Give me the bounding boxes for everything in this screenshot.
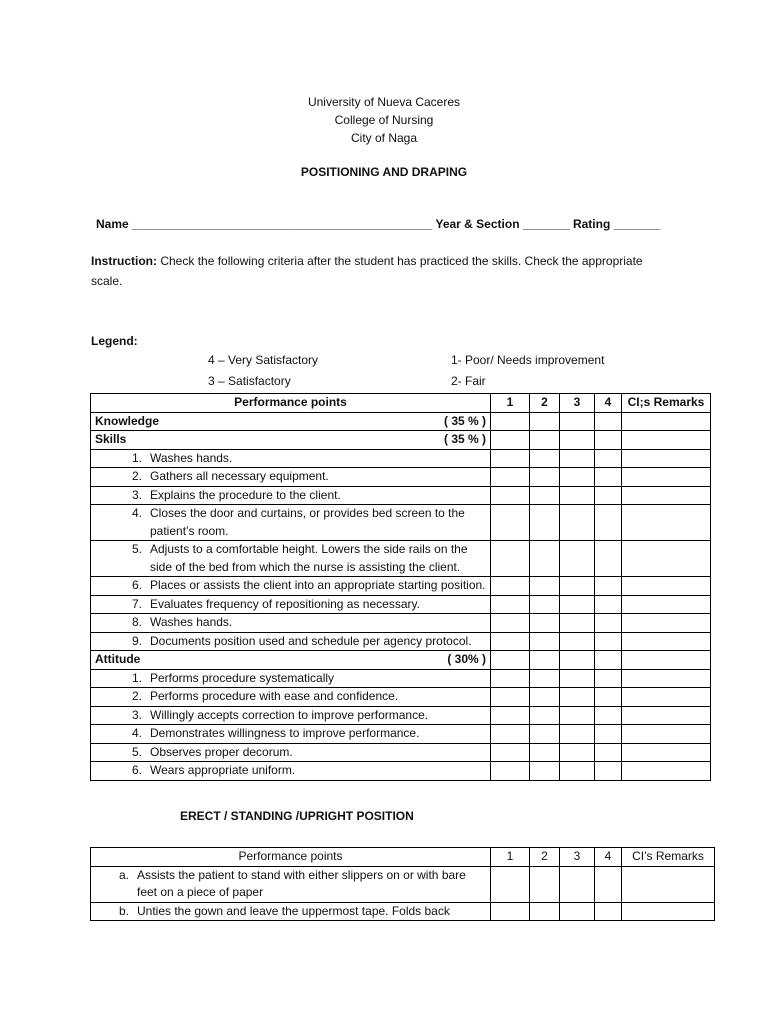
score-cell[interactable] bbox=[595, 541, 622, 577]
item-text: Performs procedure systematically bbox=[150, 670, 335, 685]
table-row bbox=[91, 725, 711, 744]
table-row bbox=[91, 669, 711, 688]
score-cell[interactable] bbox=[560, 669, 595, 688]
criteria-item bbox=[95, 577, 486, 595]
score-cell[interactable] bbox=[560, 486, 595, 505]
criteria-item bbox=[95, 762, 486, 780]
remarks-cell[interactable] bbox=[622, 595, 711, 614]
score-cell[interactable] bbox=[560, 577, 595, 596]
score-cell[interactable] bbox=[491, 762, 530, 781]
table-row bbox=[91, 614, 711, 633]
score-cell[interactable] bbox=[560, 866, 595, 902]
score-cell[interactable] bbox=[530, 595, 560, 614]
table-row bbox=[91, 651, 711, 670]
table-header-row bbox=[91, 848, 715, 867]
header-scale-3: 3 bbox=[560, 394, 595, 413]
remarks-cell[interactable] bbox=[622, 431, 711, 450]
item-number: 2. bbox=[131, 469, 142, 483]
criteria-item bbox=[95, 744, 486, 762]
header-remarks: CI;s Remarks bbox=[622, 394, 711, 413]
item-text: Washes hands. bbox=[150, 450, 233, 465]
criteria-item bbox=[95, 541, 486, 576]
score-cell[interactable] bbox=[491, 595, 530, 614]
criteria-item bbox=[95, 468, 486, 486]
item-text: Adjusts to a comfortable height. Lowers the side rails on the side of the bed from which the nurse is assisting the client. bbox=[150, 542, 468, 574]
score-cell[interactable] bbox=[595, 412, 622, 431]
score-cell[interactable] bbox=[491, 866, 530, 902]
name-blank[interactable]: _____________________________________________ bbox=[132, 217, 433, 231]
score-cell[interactable] bbox=[595, 866, 622, 902]
remarks-cell[interactable] bbox=[622, 706, 711, 725]
city-name: City of Naga bbox=[350, 131, 418, 145]
header-scale-2: 2 bbox=[530, 848, 560, 867]
score-cell[interactable] bbox=[491, 651, 530, 670]
score-cell[interactable] bbox=[530, 669, 560, 688]
item-text: Demonstrates willingness to improve performance. bbox=[150, 726, 420, 740]
score-cell[interactable] bbox=[491, 449, 530, 468]
item-number: 3. bbox=[131, 487, 142, 502]
table-row bbox=[91, 577, 711, 596]
item-number: 7. bbox=[131, 596, 142, 611]
criteria-item bbox=[95, 707, 486, 725]
score-cell[interactable] bbox=[560, 595, 595, 614]
header-scale-2: 2 bbox=[530, 394, 560, 413]
criteria-item bbox=[95, 505, 486, 540]
item-text: Assists the patient to stand with either slippers on or with bare feet on a piece of paper bbox=[137, 867, 466, 899]
table-row bbox=[91, 486, 711, 505]
item-number: 2. bbox=[131, 689, 142, 703]
remarks-cell[interactable] bbox=[622, 743, 711, 762]
score-cell[interactable] bbox=[491, 902, 530, 921]
score-cell[interactable] bbox=[530, 706, 560, 725]
college-name: College of Nursing bbox=[334, 113, 434, 127]
item-text: Gathers all necessary equipment. bbox=[150, 469, 329, 483]
score-cell[interactable] bbox=[560, 431, 595, 450]
score-cell[interactable] bbox=[530, 651, 560, 670]
erect-items bbox=[91, 866, 715, 921]
item-number: 8. bbox=[131, 615, 142, 629]
score-cell[interactable] bbox=[595, 468, 622, 487]
remarks-cell[interactable] bbox=[622, 577, 711, 596]
score-cell[interactable] bbox=[560, 902, 595, 921]
attitude-section-label: Attitude ( 30% ) bbox=[95, 652, 486, 666]
score-cell[interactable] bbox=[530, 486, 560, 505]
item-text: Explains the procedure to the client. bbox=[150, 487, 341, 502]
document-title: POSITIONING AND DRAPING bbox=[300, 165, 468, 179]
criteria-item bbox=[95, 903, 486, 921]
score-cell[interactable] bbox=[560, 762, 595, 781]
remarks-cell[interactable] bbox=[622, 449, 711, 468]
table-row bbox=[91, 449, 711, 468]
rating-blank[interactable]: _______ bbox=[613, 217, 661, 231]
header-scale-4: 4 bbox=[595, 848, 622, 867]
skills-items bbox=[91, 449, 711, 651]
legend-item-3: 3 – Satisfactory bbox=[208, 374, 291, 388]
erect-position-table bbox=[90, 847, 715, 921]
criteria-item bbox=[95, 614, 486, 632]
table-row bbox=[91, 762, 711, 781]
header-scale-1: 1 bbox=[491, 394, 530, 413]
remarks-cell[interactable] bbox=[622, 866, 715, 902]
remarks-cell[interactable] bbox=[622, 614, 711, 633]
score-cell[interactable] bbox=[491, 431, 530, 450]
criteria-item bbox=[95, 867, 486, 902]
score-cell[interactable] bbox=[530, 431, 560, 450]
item-text: Performs procedure with ease and confidence. bbox=[150, 689, 399, 703]
remarks-cell[interactable] bbox=[622, 468, 711, 487]
score-cell[interactable] bbox=[595, 505, 622, 541]
item-text: Closes the door and curtains, or provides bed screen to the patient’s room. bbox=[150, 506, 465, 538]
score-cell[interactable] bbox=[560, 468, 595, 487]
score-cell[interactable] bbox=[530, 762, 560, 781]
remarks-cell[interactable] bbox=[622, 762, 711, 781]
instruction-text: Check the following criteria after the student has practiced the skills. Check the appropriate bbox=[160, 254, 643, 268]
score-cell[interactable] bbox=[595, 706, 622, 725]
score-cell[interactable] bbox=[595, 902, 622, 921]
score-cell[interactable] bbox=[560, 614, 595, 633]
item-number: 5. bbox=[131, 744, 142, 759]
score-cell[interactable] bbox=[530, 902, 560, 921]
table-header-row bbox=[91, 394, 711, 413]
score-cell[interactable] bbox=[491, 505, 530, 541]
evaluation-table bbox=[90, 393, 711, 781]
header-scale-3: 3 bbox=[560, 848, 595, 867]
table-row bbox=[91, 412, 711, 431]
score-cell[interactable] bbox=[560, 725, 595, 744]
item-text: Documents position used and schedule per agency protocol. bbox=[150, 633, 472, 648]
score-cell[interactable] bbox=[530, 577, 560, 596]
remarks-cell[interactable] bbox=[622, 412, 711, 431]
score-cell[interactable] bbox=[560, 688, 595, 707]
score-cell[interactable] bbox=[491, 669, 530, 688]
item-text: Observes proper decorum. bbox=[150, 744, 293, 759]
criteria-item bbox=[95, 670, 486, 688]
item-text: Wears appropriate uniform. bbox=[150, 763, 296, 777]
remarks-cell[interactable] bbox=[622, 505, 711, 541]
criteria-item bbox=[95, 450, 486, 468]
item-number: 9. bbox=[131, 633, 142, 648]
score-cell[interactable] bbox=[595, 595, 622, 614]
score-cell[interactable] bbox=[530, 505, 560, 541]
table-row bbox=[91, 688, 711, 707]
legend-item-2: 2- Fair bbox=[451, 374, 486, 388]
score-cell[interactable] bbox=[560, 632, 595, 651]
instruction-line2: scale. bbox=[91, 274, 123, 288]
score-cell[interactable] bbox=[595, 577, 622, 596]
score-cell[interactable] bbox=[491, 577, 530, 596]
remarks-cell[interactable] bbox=[622, 651, 711, 670]
criteria-item bbox=[95, 487, 486, 505]
remarks-cell[interactable] bbox=[622, 541, 711, 577]
remarks-cell[interactable] bbox=[622, 486, 711, 505]
score-cell[interactable] bbox=[595, 632, 622, 651]
table-row bbox=[91, 541, 711, 577]
score-cell[interactable] bbox=[595, 486, 622, 505]
score-cell[interactable] bbox=[491, 743, 530, 762]
criteria-item bbox=[95, 633, 486, 651]
table-row bbox=[91, 505, 711, 541]
item-text: Places or assists the client into an appropriate starting position. bbox=[150, 578, 486, 592]
section-title-erect-position: ERECT / STANDING /UPRIGHT POSITION bbox=[180, 809, 414, 823]
header-scale-1: 1 bbox=[491, 848, 530, 867]
item-number: b. bbox=[119, 903, 130, 918]
item-number: 6. bbox=[131, 763, 142, 777]
remarks-cell[interactable] bbox=[622, 688, 711, 707]
score-cell[interactable] bbox=[560, 706, 595, 725]
name-field-row bbox=[96, 217, 660, 231]
score-cell[interactable] bbox=[595, 725, 622, 744]
item-number: 5. bbox=[131, 542, 142, 556]
score-cell[interactable] bbox=[491, 688, 530, 707]
skills-section-label: Skills ( 35 % ) bbox=[95, 432, 486, 446]
table-row bbox=[91, 706, 711, 725]
item-number: a. bbox=[119, 867, 130, 882]
item-number: 4. bbox=[131, 726, 142, 740]
table-row bbox=[91, 595, 711, 614]
item-number: 4. bbox=[131, 506, 142, 520]
remarks-cell[interactable] bbox=[622, 902, 715, 921]
score-cell[interactable] bbox=[491, 614, 530, 633]
table-row bbox=[91, 866, 715, 902]
name-label: Name bbox=[96, 217, 129, 231]
score-cell[interactable] bbox=[595, 688, 622, 707]
table-row bbox=[91, 632, 711, 651]
score-cell[interactable] bbox=[530, 541, 560, 577]
criteria-item bbox=[95, 688, 486, 706]
score-cell[interactable] bbox=[560, 412, 595, 431]
item-text: Evaluates frequency of repositioning as necessary. bbox=[150, 596, 420, 611]
score-cell[interactable] bbox=[595, 651, 622, 670]
header-performance-points: Performance points bbox=[91, 848, 491, 867]
legend-item-4: 4 – Very Satisfactory bbox=[208, 353, 319, 367]
item-number: 6. bbox=[131, 578, 142, 592]
item-number: 1. bbox=[131, 450, 142, 465]
criteria-item bbox=[95, 725, 486, 743]
university-name: University of Nueva Caceres bbox=[307, 95, 461, 109]
remarks-cell[interactable] bbox=[622, 669, 711, 688]
score-cell[interactable] bbox=[530, 866, 560, 902]
score-cell[interactable] bbox=[530, 632, 560, 651]
item-number: 1. bbox=[131, 670, 142, 685]
knowledge-section-label: Knowledge ( 35 % ) bbox=[95, 413, 486, 428]
table-row bbox=[91, 468, 711, 487]
item-text: Willingly accepts correction to improve performance. bbox=[150, 707, 429, 722]
score-cell[interactable] bbox=[595, 669, 622, 688]
score-cell[interactable] bbox=[560, 651, 595, 670]
score-cell[interactable] bbox=[595, 431, 622, 450]
score-cell[interactable] bbox=[491, 468, 530, 487]
score-cell[interactable] bbox=[491, 725, 530, 744]
score-cell[interactable] bbox=[491, 412, 530, 431]
score-cell[interactable] bbox=[595, 449, 622, 468]
item-text: Washes hands. bbox=[150, 615, 233, 629]
item-text: Unties the gown and leave the uppermost tape. Folds back bbox=[137, 903, 450, 918]
attitude-items bbox=[91, 669, 711, 780]
instruction-label: Instruction: bbox=[91, 254, 157, 268]
score-cell[interactable] bbox=[491, 706, 530, 725]
score-cell[interactable] bbox=[491, 486, 530, 505]
remarks-cell[interactable] bbox=[622, 725, 711, 744]
score-cell[interactable] bbox=[595, 743, 622, 762]
criteria-item bbox=[95, 596, 486, 614]
score-cell[interactable] bbox=[530, 614, 560, 633]
legend-title: Legend: bbox=[91, 334, 138, 348]
table-row bbox=[91, 431, 711, 450]
score-cell[interactable] bbox=[530, 725, 560, 744]
score-cell[interactable] bbox=[530, 449, 560, 468]
score-cell[interactable] bbox=[491, 632, 530, 651]
score-cell[interactable] bbox=[491, 541, 530, 577]
year-section-label: Year & Section bbox=[435, 217, 520, 231]
score-cell[interactable] bbox=[560, 505, 595, 541]
rating-label: Rating bbox=[572, 217, 611, 231]
score-cell[interactable] bbox=[530, 468, 560, 487]
header-remarks: CI’s Remarks bbox=[622, 848, 715, 867]
score-cell[interactable] bbox=[530, 412, 560, 431]
score-cell[interactable] bbox=[595, 614, 622, 633]
legend-item-1: 1- Poor/ Needs improvement bbox=[451, 353, 605, 367]
score-cell[interactable] bbox=[595, 762, 622, 781]
score-cell[interactable] bbox=[560, 541, 595, 577]
score-cell[interactable] bbox=[530, 688, 560, 707]
header-performance-points: Performance points bbox=[91, 394, 491, 413]
year-section-blank[interactable]: _______ bbox=[522, 217, 570, 231]
table-row bbox=[91, 743, 711, 762]
score-cell[interactable] bbox=[530, 743, 560, 762]
header-scale-4: 4 bbox=[595, 394, 622, 413]
score-cell[interactable] bbox=[560, 449, 595, 468]
remarks-cell[interactable] bbox=[622, 632, 711, 651]
table-row bbox=[91, 902, 715, 921]
instruction-line1 bbox=[91, 254, 643, 268]
item-number: 3. bbox=[131, 707, 142, 722]
score-cell[interactable] bbox=[560, 743, 595, 762]
